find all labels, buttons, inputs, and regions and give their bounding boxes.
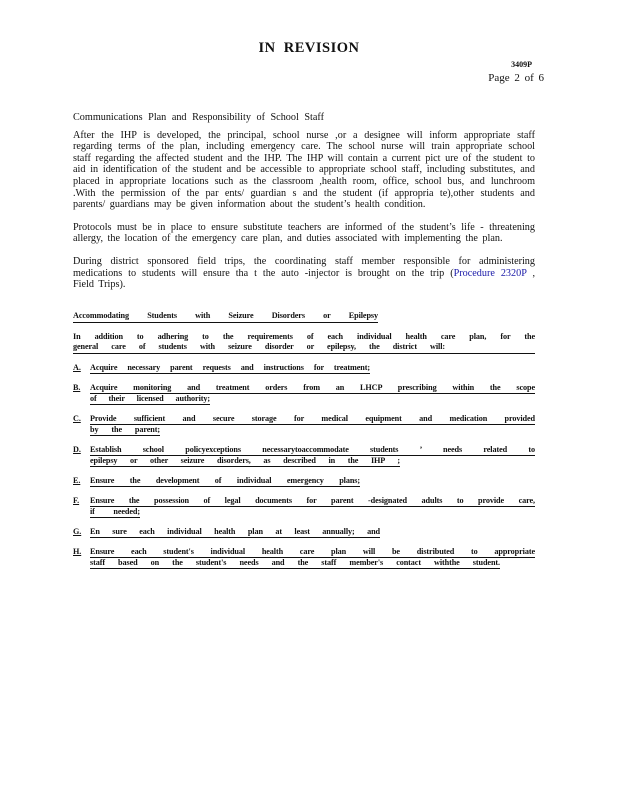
list-item-text bbox=[90, 363, 535, 374]
list-item-line: epilepsy or other seizure disorders, as described in the IHP ; bbox=[90, 455, 400, 465]
list-item-marker: E. bbox=[73, 475, 81, 485]
list-item-text bbox=[90, 383, 535, 405]
list-item bbox=[73, 527, 535, 538]
list-item-text bbox=[90, 527, 535, 538]
list-item bbox=[73, 414, 535, 436]
list-item bbox=[73, 496, 535, 518]
field-trip-text-end: , Field Trips). bbox=[73, 267, 535, 291]
list-item bbox=[73, 476, 535, 487]
intro-line-1: In addition to adhering to the requirements of each individual health care plan, for the bbox=[73, 331, 535, 341]
list-item-line: Ensure each student's individual health care plan will be distributed to appropriate bbox=[90, 546, 535, 556]
list-item bbox=[73, 547, 535, 569]
accommodating-heading: Accommodating Students with Seizure Disorders or Epilepsy bbox=[73, 311, 378, 323]
list-item bbox=[73, 445, 535, 467]
list-item-line: Acquire necessary parent requests and instructions for treatment; bbox=[90, 362, 370, 372]
communications-paragraph-3 bbox=[73, 256, 535, 291]
list-item-line: Ensure the possession of legal documents for parent -designated adults to provide care, bbox=[90, 495, 535, 505]
list-item-marker: G. bbox=[73, 526, 82, 536]
document-body bbox=[73, 112, 535, 569]
list-item-marker: H. bbox=[73, 546, 82, 556]
communications-heading: Communications Plan and Responsibility of School Staff bbox=[73, 112, 324, 123]
field-trip-text: During district sponsored field trips, the coordinating staff member responsible for administering medications to students will ensure tha t the auto -injector is brought on the trip ( bbox=[73, 255, 535, 279]
list-item-line: of their licensed authority; bbox=[90, 393, 210, 403]
list-item-text bbox=[90, 496, 535, 518]
list-item-line: staff based on the student's needs and the staff member's contact withthe student. bbox=[90, 557, 500, 567]
list-item-marker: A. bbox=[73, 362, 81, 372]
list-item-line: Provide sufficient and secure storage for medical equipment and medication provided bbox=[90, 413, 535, 423]
list-item-line: Acquire monitoring and treatment orders from an LHCP prescribing within the scope bbox=[90, 382, 535, 392]
list-item-text bbox=[90, 414, 535, 436]
revision-title: IN REVISION bbox=[258, 40, 360, 56]
list-item bbox=[73, 383, 535, 405]
procedure-link[interactable]: Procedure 2320P bbox=[453, 267, 527, 279]
communications-paragraph-1: After the IHP is developed, the principal, school nurse ,or a designee will inform appropriate staff regarding terms of the plan, including emergency care. The school nurse will train appropriate school staff regarding the affected student and the IHP. The IHP will contain a current pict ure of the student to aid in identification of the student and be accessible to appropriate school staff, including substitutes, and placed in appropriate locations such as the classroom ,health room, office, school bus, and lunchroom .With the permission of the par ents/ guardian s and the student (if appropria te),other students and parents/ guardians may be given information about the student’s health condition. bbox=[73, 129, 535, 211]
list-item-text bbox=[90, 445, 535, 467]
list-item bbox=[73, 363, 535, 374]
document-number: 3409P bbox=[511, 60, 532, 69]
list-item-marker: F. bbox=[73, 495, 80, 505]
list-item-line: if needed; bbox=[90, 506, 140, 516]
list-item-line: by the parent; bbox=[90, 424, 160, 434]
intro-line-2: general care of students with seizure disorder or epilepsy, the district will: bbox=[73, 341, 445, 351]
list-item-marker: B. bbox=[73, 382, 81, 392]
list-item-text bbox=[90, 476, 535, 487]
list-item-line: En sure each individual health plan at least annually; and bbox=[90, 526, 380, 536]
list-item-marker: D. bbox=[73, 444, 81, 454]
communications-paragraph-2: Protocols must be in place to ensure substitute teachers are informed of the student’s life - threatening allergy, the location of the emergency care plan, and duties associated with implementing the plan. bbox=[73, 221, 535, 245]
district-duties-list bbox=[73, 363, 535, 569]
list-item-text bbox=[90, 547, 535, 569]
list-item-line: Ensure the development of individual emergency plans; bbox=[90, 475, 360, 485]
accommodating-section bbox=[73, 302, 535, 569]
list-item-marker: C. bbox=[73, 413, 81, 423]
accommodating-intro bbox=[73, 332, 535, 354]
page-number: Page 2 of 6 bbox=[488, 72, 544, 84]
list-item-line: Establish school policyexceptions necessarytoaccommodate students ’ needs related to bbox=[90, 444, 535, 454]
